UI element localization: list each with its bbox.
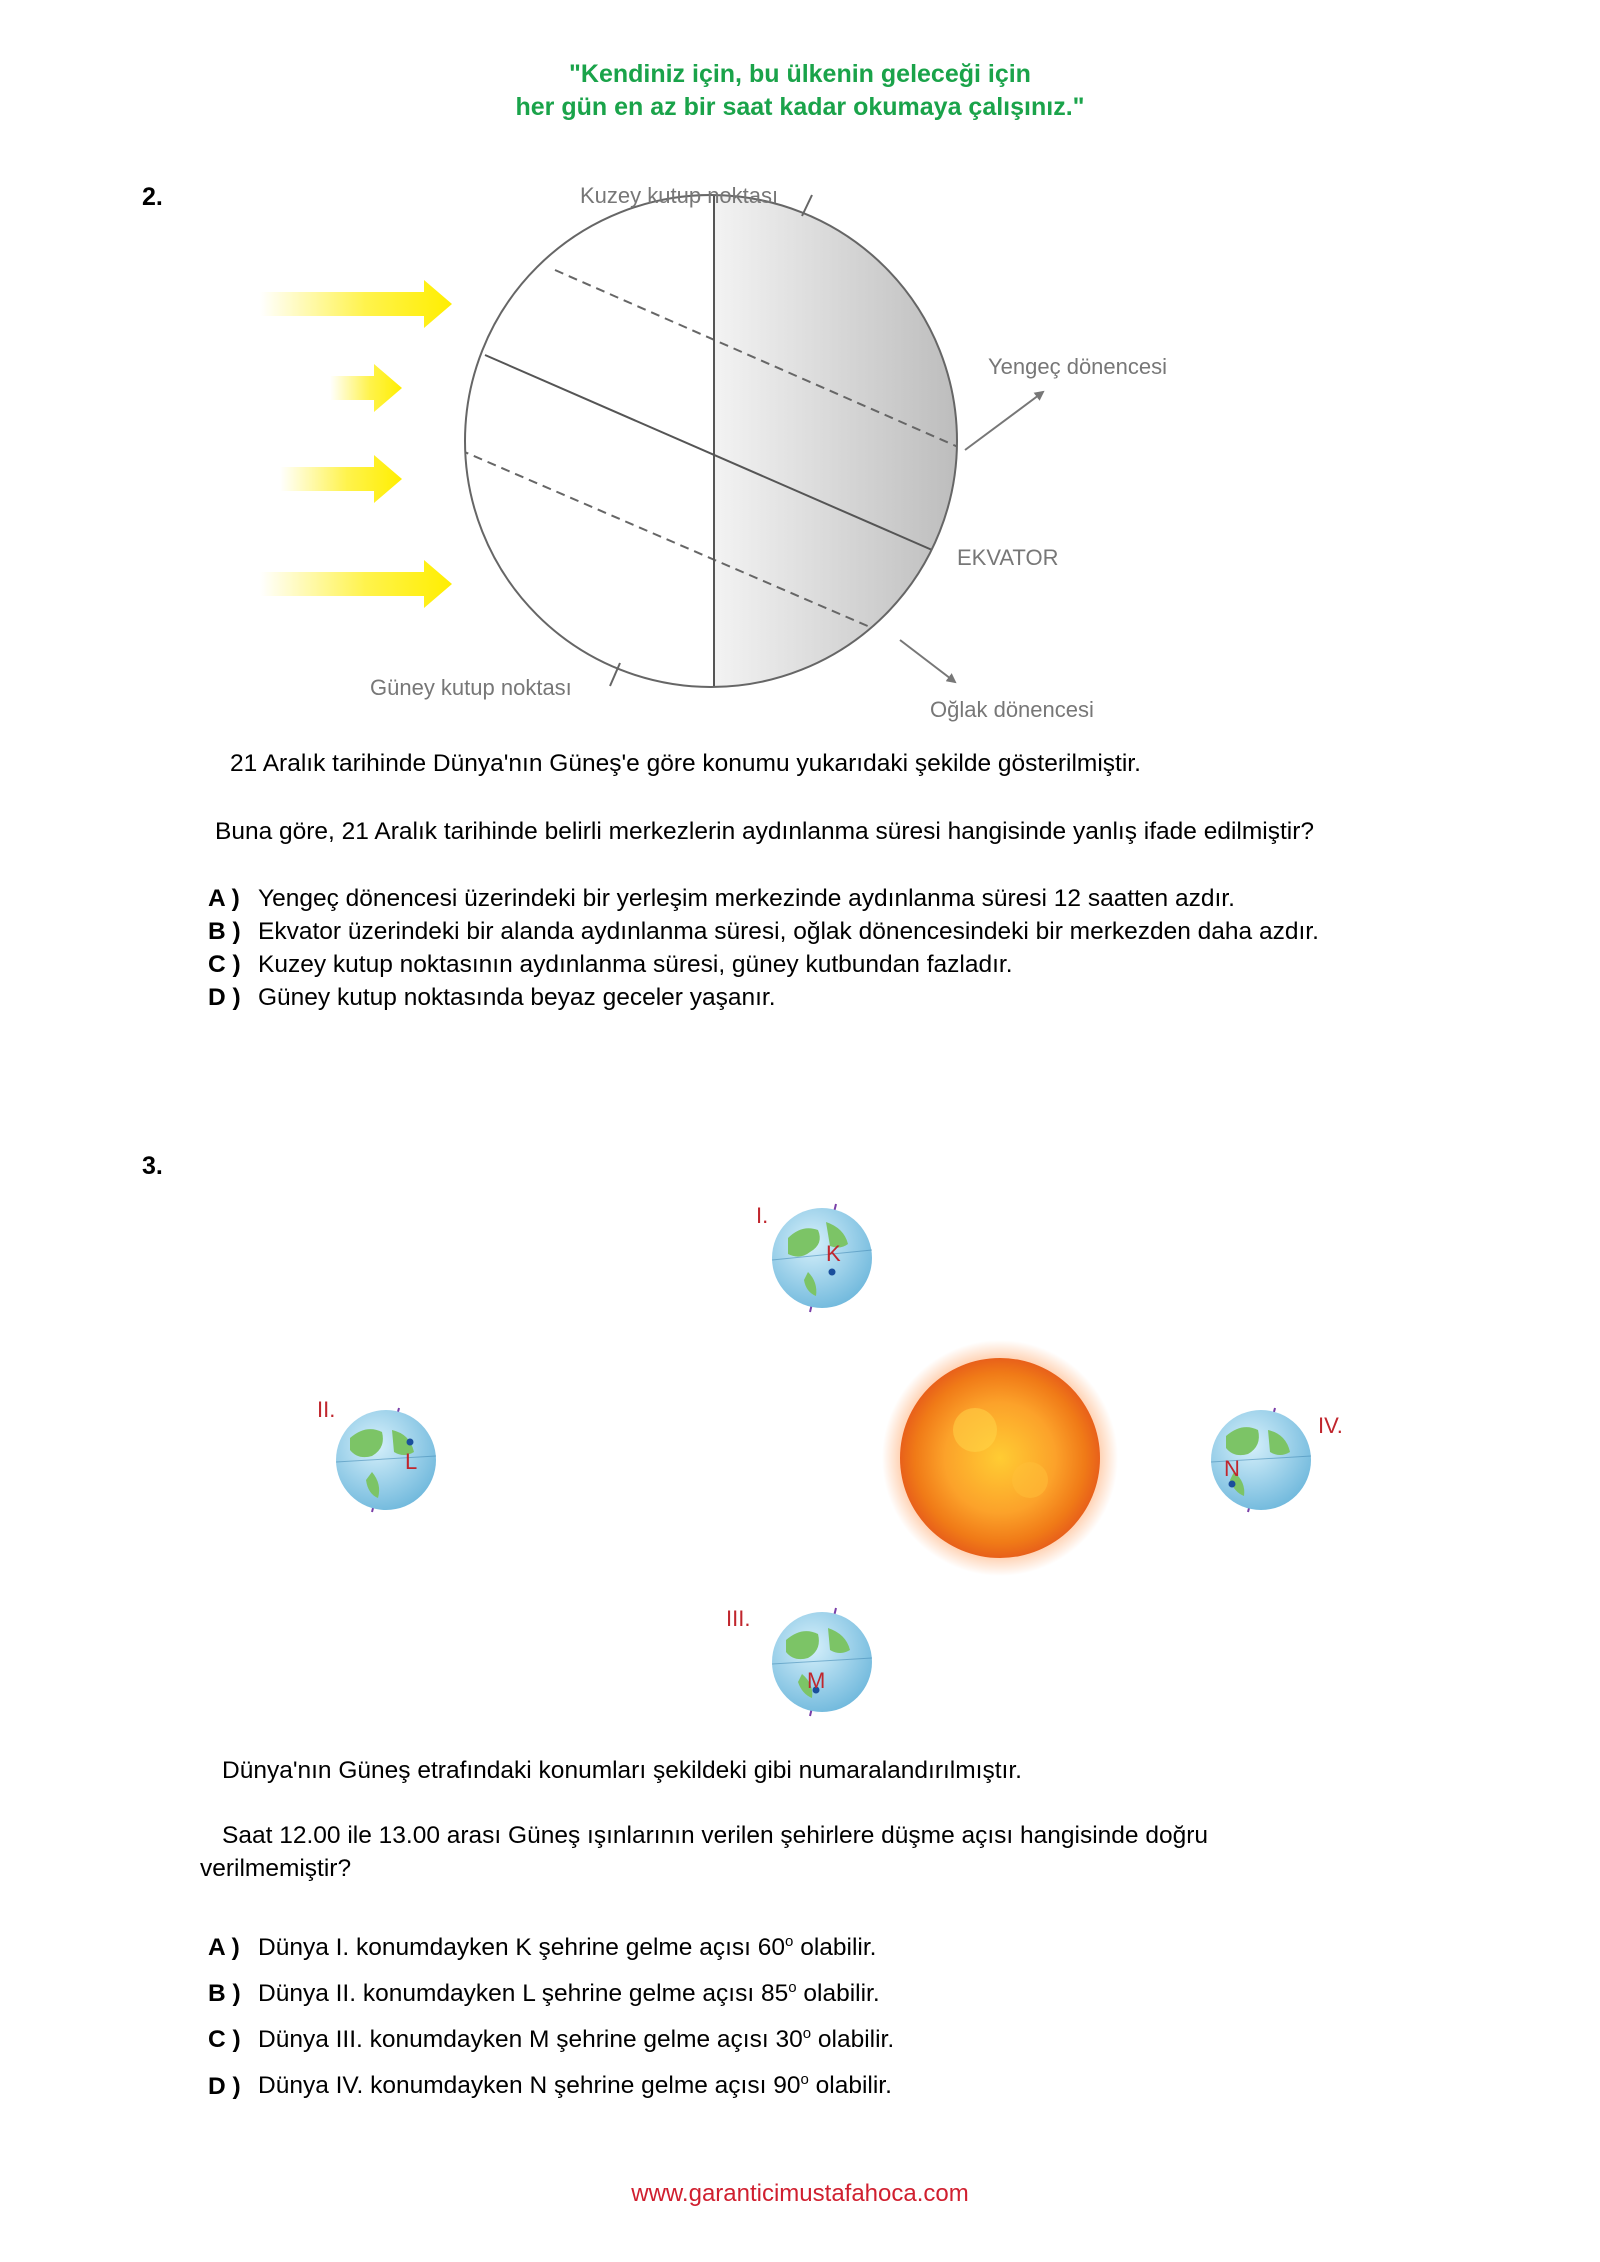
degree-symbol: o: [785, 1933, 794, 1950]
city-label-n: N: [1224, 1456, 1240, 1481]
earth-position-3: [772, 1608, 872, 1716]
position-label-2: II.: [317, 1397, 336, 1422]
option-text: Yengeç dönencesi üzerindeki bir yerleşim merkezinde aydınlanma süresi 12 saatten azdır.: [258, 885, 1235, 912]
question-3-options: [208, 1922, 894, 2107]
option-c[interactable]: [208, 948, 1319, 981]
degree-symbol: o: [802, 2025, 812, 2043]
position-label-4: IV.: [1318, 1413, 1343, 1438]
north-pole-tick: [802, 195, 812, 216]
position-label-1: I.: [756, 1203, 769, 1228]
option-d[interactable]: [208, 2060, 894, 2106]
sun-ray-arrow: [260, 280, 452, 328]
earth-position-1: [772, 1204, 872, 1312]
sun-ray-arrow: [280, 455, 402, 503]
degree-symbol: o: [788, 1979, 797, 1997]
label-tropic-of-cancer: Yengeç dönencesi: [988, 354, 1168, 379]
label-north-pole: Kuzey kutup noktası: [580, 183, 779, 208]
option-letter: B ): [208, 1980, 241, 2008]
option-letter: B ): [208, 918, 241, 945]
option-text-end: olabilir.: [793, 1934, 877, 1962]
option-letter: C ): [208, 2026, 241, 2054]
question-3-prompt-line-1: Saat 12.00 ile 13.00 arası Güneş ışınlarının verilen şehirlere düşme açısı hangisinde doğru: [222, 1822, 1209, 1849]
option-b[interactable]: [208, 915, 1319, 948]
label-equator: EKVATOR: [957, 545, 1059, 570]
question-3-prompt-line-2: verilmemiştir?: [200, 1855, 352, 1882]
label-south-pole: Güney kutup noktası: [370, 675, 572, 700]
sun-ray-arrow: [330, 364, 402, 412]
option-text: Ekvator üzerindeki bir alanda aydınlanma süresi, oğlak dönencesindeki bir merkezden daha azdır.: [258, 918, 1319, 945]
option-letter: D ): [208, 984, 241, 1011]
motto-line-1: "Kendiniz için, bu ülkenin geleceği için: [569, 60, 1031, 88]
question-2-statement: 21 Aralık tarihinde Dünya'nın Güneş'e göre konumu yukarıdaki şekilde gösterilmiştir.: [230, 750, 1141, 777]
option-letter: C ): [208, 951, 241, 978]
option-text: Dünya IV. konumdayken N şehrine gelme açısı 90: [258, 2072, 801, 2100]
city-label-l: L: [405, 1449, 418, 1474]
option-text-end: olabilir.: [796, 1980, 880, 2008]
option-a[interactable]: [208, 882, 1319, 915]
earth-position-2: [336, 1408, 436, 1512]
position-label-3: III.: [726, 1606, 751, 1631]
question-3-statement: Dünya'nın Güneş etrafındaki konumları şekildeki gibi numaralandırılmıştır.: [222, 1757, 1022, 1784]
tropic-capricorn-pointer: [900, 640, 955, 682]
earth-orbit-diagram: [0, 1180, 1600, 1740]
option-c[interactable]: [208, 2014, 894, 2060]
option-letter: A ): [208, 1934, 240, 1962]
question-2-options: [208, 882, 1319, 1014]
option-a[interactable]: [208, 1922, 894, 1968]
degree-symbol: o: [800, 2071, 809, 2089]
footer-url-link[interactable]: www.garanticimustafahoca.com: [631, 2180, 969, 2207]
question-3-number: 3.: [142, 1152, 163, 1180]
earth-solstice-diagram: [0, 0, 1600, 740]
city-k-dot: [829, 1269, 836, 1276]
option-text: Dünya I. konumdayken K şehrine gelme açısı 60: [258, 1934, 786, 1962]
question-2-number: 2.: [142, 183, 163, 211]
option-text: Dünya III. konumdayken M şehrine gelme açısı 30: [258, 2026, 803, 2054]
label-tropic-of-capricorn: Oğlak dönencesi: [930, 697, 1094, 722]
city-label-k: K: [826, 1241, 841, 1266]
sun-ray-arrow: [260, 560, 452, 608]
tropic-cancer-pointer: [965, 392, 1043, 450]
question-2-prompt: Buna göre, 21 Aralık tarihinde belirli merkezlerin aydınlanma süresi hangisinde yanlış ifade edilmiştir?: [215, 818, 1314, 845]
option-text-end: olabilir.: [808, 2072, 892, 2100]
sun: [882, 1340, 1118, 1576]
option-text-end: olabilir.: [811, 2026, 895, 2054]
city-l-dot: [407, 1439, 414, 1446]
option-letter: D ): [208, 2072, 241, 2100]
motto-line-2: her gün en az bir saat kadar okumaya çalışınız.": [515, 93, 1085, 121]
city-label-m: M: [807, 1668, 826, 1693]
option-letter: A ): [208, 885, 240, 912]
sun-rays-arrows: [260, 280, 452, 608]
option-d[interactable]: [208, 981, 1319, 1014]
option-text: Kuzey kutup noktasının aydınlanma süresi, güney kutbundan fazladır.: [258, 951, 1013, 978]
option-b[interactable]: [208, 1968, 894, 2014]
option-text: Dünya II. konumdayken L şehrine gelme açısı 85: [258, 1980, 789, 2008]
option-text: Güney kutup noktasında beyaz geceler yaşanır.: [258, 984, 776, 1011]
